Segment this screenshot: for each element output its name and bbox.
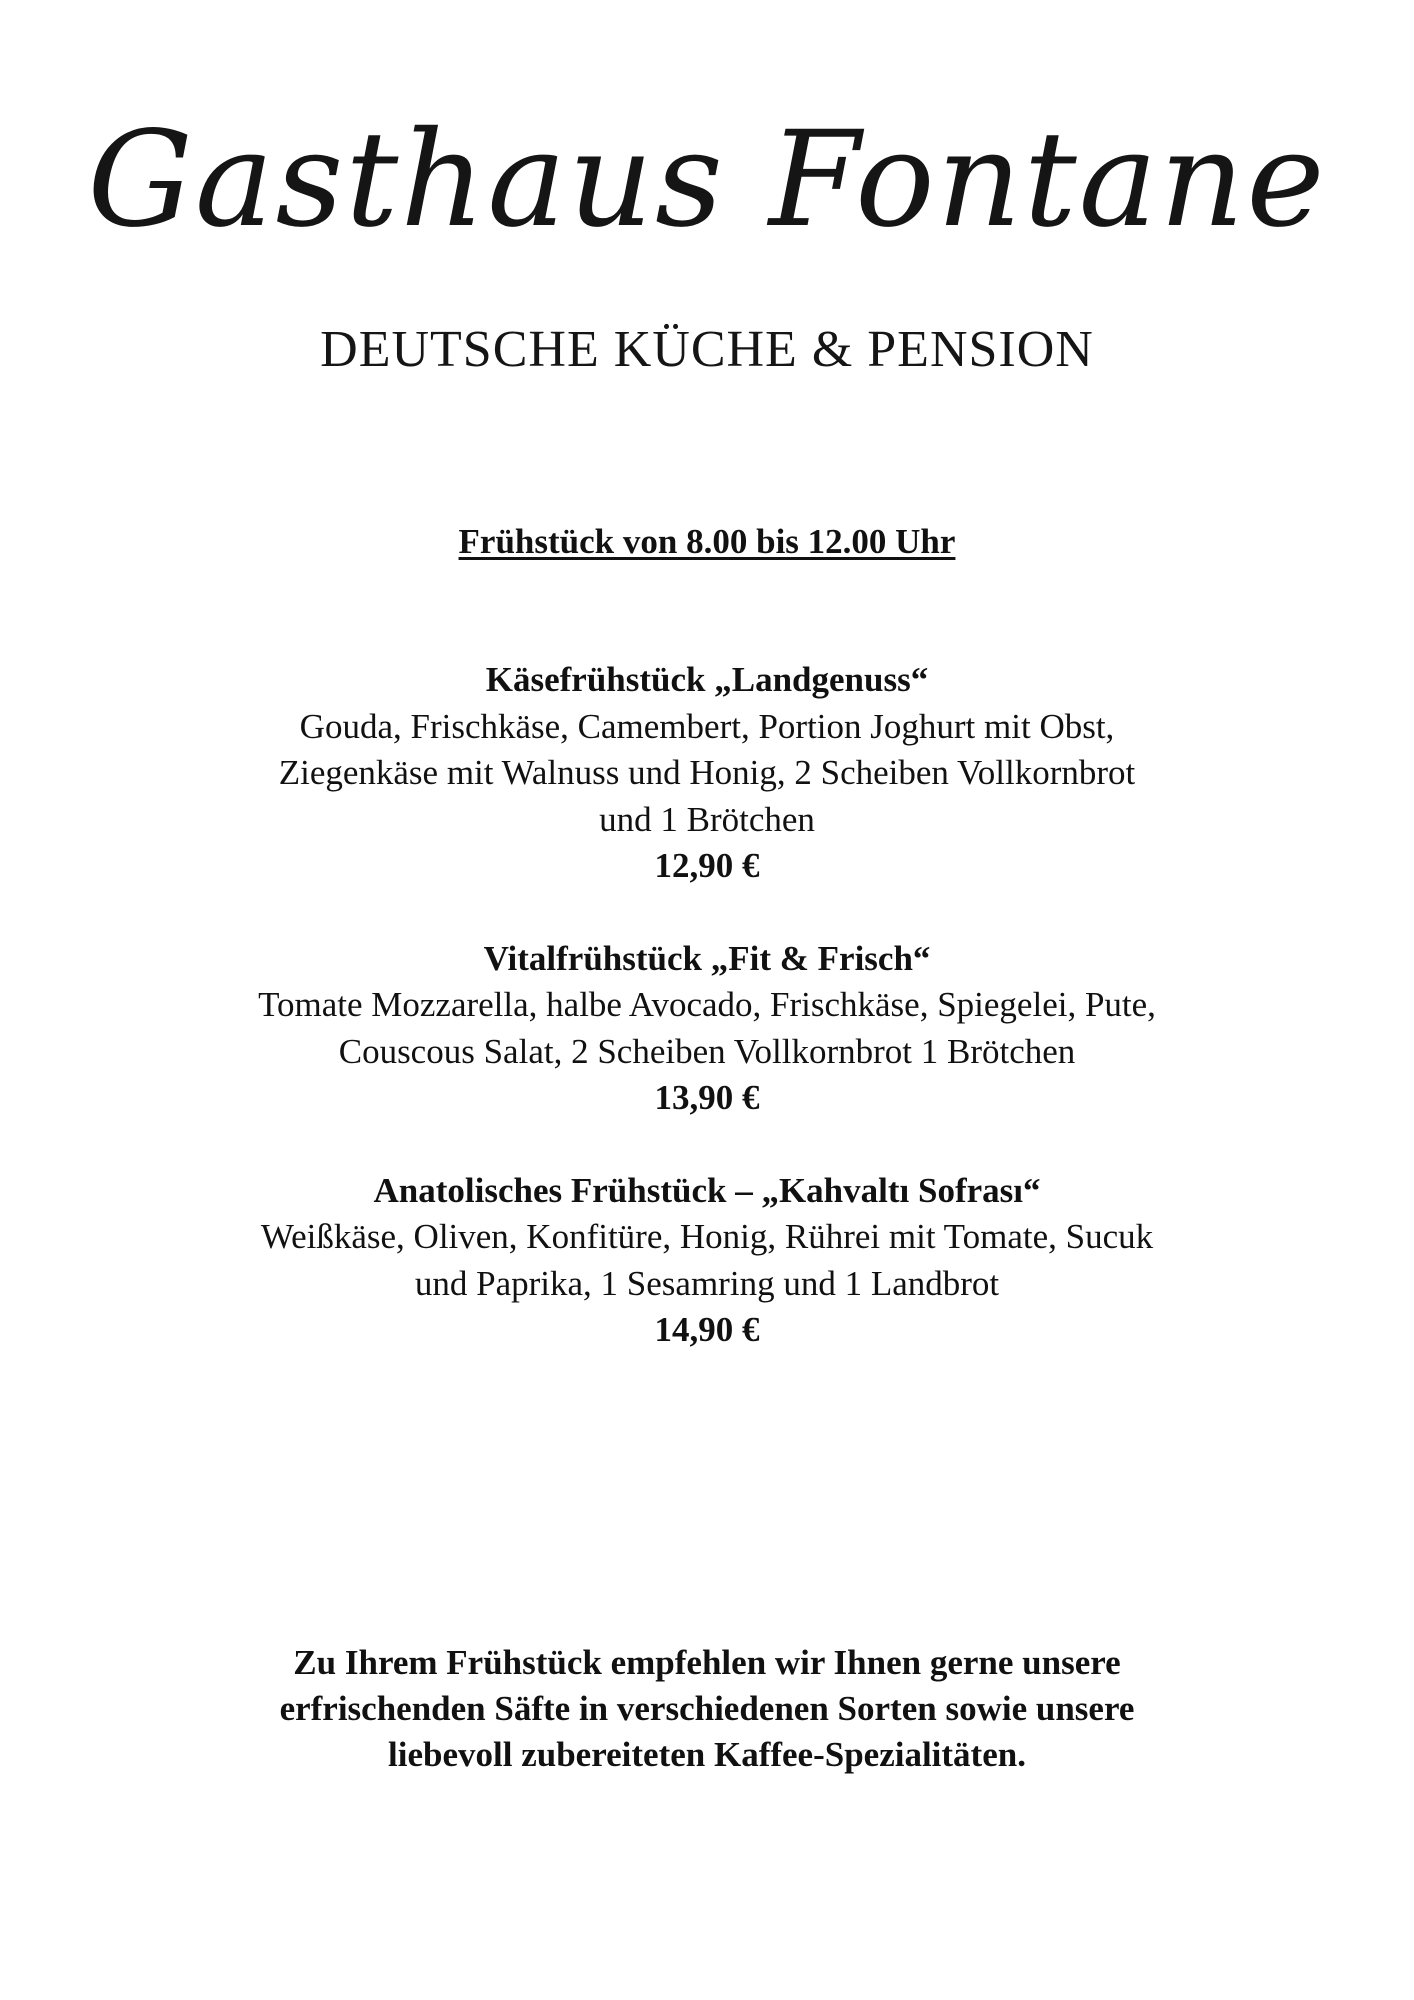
menu-item-title: Käsefrühstück „Landgenuss“ [485,660,929,699]
recommendation-line: Zu Ihrem Frühstück empfehlen wir Ihnen gerne unsere [293,1643,1121,1682]
menu-item-price: 12,90 € [654,846,760,885]
menu-item-title: Anatolisches Frühstück – „Kahvaltı Sofrası“ [373,1170,1041,1210]
recommendation-note [0,1640,1414,1778]
menu-item-price: 14,90 € [654,1310,760,1349]
menu-item-description-line: und 1 Brötchen [599,799,815,839]
menu-item-anatolisches-fruehstueck [0,1168,1414,1354]
menu-item-price: 13,90 € [654,1078,760,1117]
menu-item-description-line: und Paprika, 1 Sesamring und 1 Landbrot [414,1263,1000,1303]
menu-item-description-line: Tomate Mozzarella, halbe Avocado, Frischkäse, Spiegelei, Pute, [258,985,1156,1024]
menu-item-vitalfruehstueck [0,936,1414,1122]
breakfast-menu [0,657,1414,1400]
recommendation-line: erfrischenden Säfte in verschiedenen Sorten sowie unsere [279,1689,1135,1728]
menu-item-description-line: Ziegenkäse mit Walnuss und Honig, 2 Scheiben Vollkornbrot [278,753,1136,792]
restaurant-name: Gasthaus Fontane [87,103,1327,257]
menu-item-description-line: Weißkäse, Oliven, Konfitüre, Honig, Rührei mit Tomate, Sucuk [260,1217,1154,1256]
menu-item-kaesefruehstueck [0,657,1414,890]
breakfast-hours-heading: Frühstück von 8.00 bis 12.00 Uhr [458,522,956,561]
menu-item-title: Vitalfrühstück „Fit & Frisch“ [483,938,931,978]
menu-item-description-line: Couscous Salat, 2 Scheiben Vollkornbrot 1 Brötchen [338,1031,1076,1071]
recommendation-line: liebevoll zubereiteten Kaffee-Spezialitäten. [388,1735,1026,1774]
menu-item-description-line: Gouda, Frischkäse, Camembert, Portion Joghurt mit Obst, [299,706,1115,746]
restaurant-subtitle: DEUTSCHE KÜCHE & PENSION [320,321,1094,378]
